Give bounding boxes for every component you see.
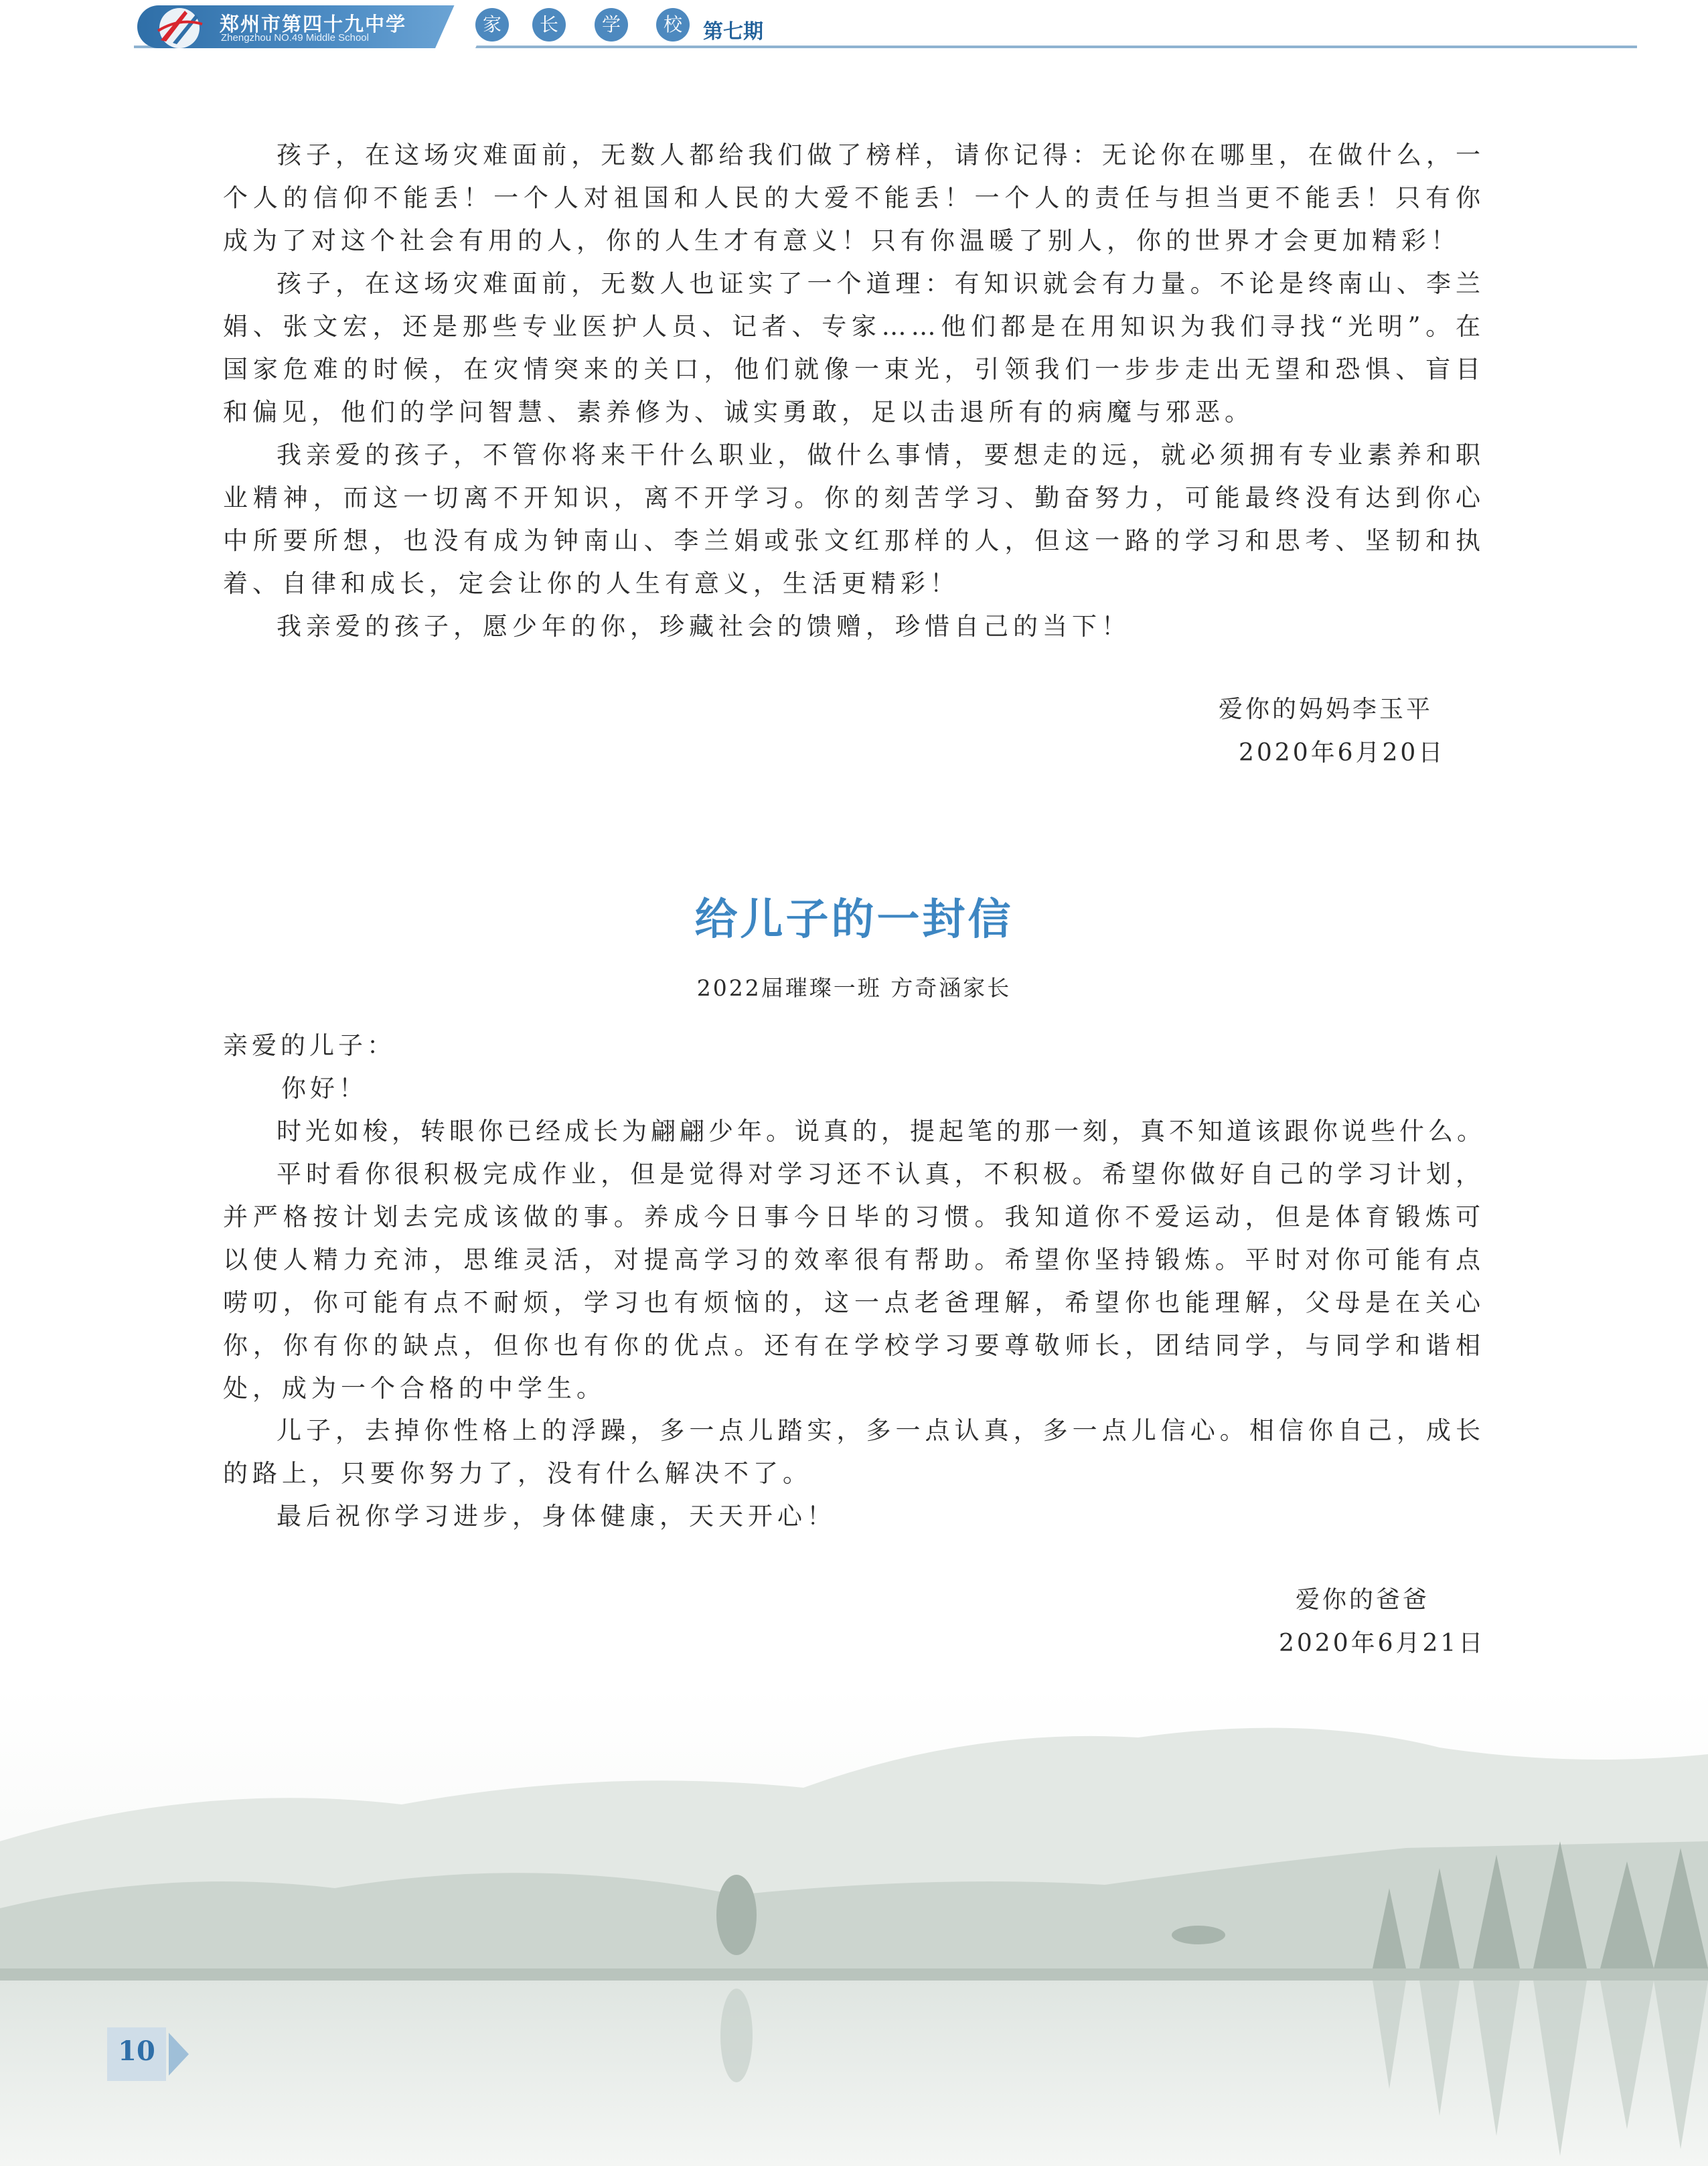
letter2-paragraph: 时光如梭，转眼你已经成长为翩翩少年。说真的，提起笔的那一刻，真不知道该跟你说些什么。 bbox=[277, 1117, 1486, 1146]
letter1-signature: 爱你的妈妈李玉平 bbox=[1219, 696, 1433, 723]
page-header bbox=[0, 0, 1708, 60]
article-title: 给儿子的一封信 bbox=[694, 895, 1014, 945]
letter1-date: 2020年6月20日 bbox=[1239, 739, 1446, 767]
letter2-salutation: 亲爱的儿子： bbox=[223, 1031, 396, 1060]
letter2-paragraph: 最后祝你学习进步，身体健康，天天开心！ bbox=[277, 1502, 836, 1531]
letter1-paragraph: 我亲爱的孩子，愿少年的你，珍藏社会的馈赠，珍惜自己的当下！ bbox=[277, 612, 1131, 641]
letter1-paragraph: 孩子，在这场灾难面前，无数人也证实了一个道理：有知识就会有力量。不论是终南山、李兰娟、张文宏，还是那些专业医护人员、记者、专家……他们都是在用知识为我们寻找“光明”。在国家危难的时候，在灾情突来的关口，他们就像一束光，引领我们一步步走出无望和恐惧、盲目和偏见，他们的学问智慧、素养修为、诚实勇敢，足以击退所有的病魔与邪恶。 bbox=[223, 269, 1485, 427]
letter1-paragraph: 我亲爱的孩子，不管你将来干什么职业，做什么事情，要想走的远，就必须拥有专业素养和职业精神，而这一切离不开知识，离不开学习。你的刻苦学习、勤奋努力，可能最终没有达到你心中所要所想，也没有成为钟南山、李兰娟或张文红那样的人，但这一路的学习和思考、坚韧和执着、自律和成长，定会让你的人生有意义，生活更精彩！ bbox=[223, 441, 1485, 598]
landscape-illustration bbox=[0, 1687, 1708, 2166]
school-name-cn: 郑州市第四十九中学 bbox=[220, 13, 407, 35]
letter2-date: 2020年6月21日 bbox=[1279, 1630, 1486, 1657]
page-number-arrow-icon bbox=[169, 2033, 189, 2076]
letter2-greeting: 你好！ bbox=[281, 1074, 368, 1103]
column-char-zhang: 长 bbox=[532, 8, 566, 42]
school-logo-icon bbox=[146, 4, 213, 51]
letter2-paragraph: 平时看你很积极完成作业，但是觉得对学习还不认真，不积极。希望你做好自己的学习计划，并严格按计划去完成该做的事。养成今日事今日毕的习惯。我知道你不爱运动，但是体育锻炼可以使人精力充沛，思维灵活，对提高学习的效率很有帮助。希望你坚持锻炼。平时对你可能有点唠叨，你可能有点不耐烦，学习也有烦恼的，这一点老爸理解，希望你也能理解，父母是在关心你，你有你的缺点，但你也有你的优点。还有在学校学习要尊敬师长，团结同学，与同学和谐相处，成为一个合格的中学生。 bbox=[223, 1160, 1485, 1403]
page-number: 10 bbox=[118, 2035, 155, 2067]
column-char-xiao: 校 bbox=[656, 8, 690, 42]
letter1-paragraph: 孩子，在这场灾难面前，无数人都给我们做了榜样，请你记得：无论你在哪里，在做什么，一个人的信仰不能丢！一个人对祖国和人民的大爱不能丢！一个人的责任与担当更不能丢！只有你成为了对这个社会有用的人，你的人生才有意义！只有你温暖了别人，你的世界才会更加精彩！ bbox=[223, 141, 1485, 255]
article-byline: 2022届璀璨一班 方奇涵家长 bbox=[696, 975, 1012, 1001]
issue-label: 第七期 bbox=[703, 20, 763, 44]
shoreline bbox=[0, 1968, 1708, 1981]
column-char-xue: 学 bbox=[595, 8, 628, 42]
letter2-paragraph: 儿子，去掉你性格上的浮躁，多一点儿踏实，多一点认真，多一点儿信心。相信你自己，成长的路上，只要你努力了，没有什么解决不了。 bbox=[223, 1416, 1485, 1488]
column-char-jia: 家 bbox=[475, 8, 509, 42]
school-name-en: Zhengzhou NO.49 Middle School bbox=[221, 32, 369, 44]
letter2-signature: 爱你的爸爸 bbox=[1296, 1586, 1430, 1614]
